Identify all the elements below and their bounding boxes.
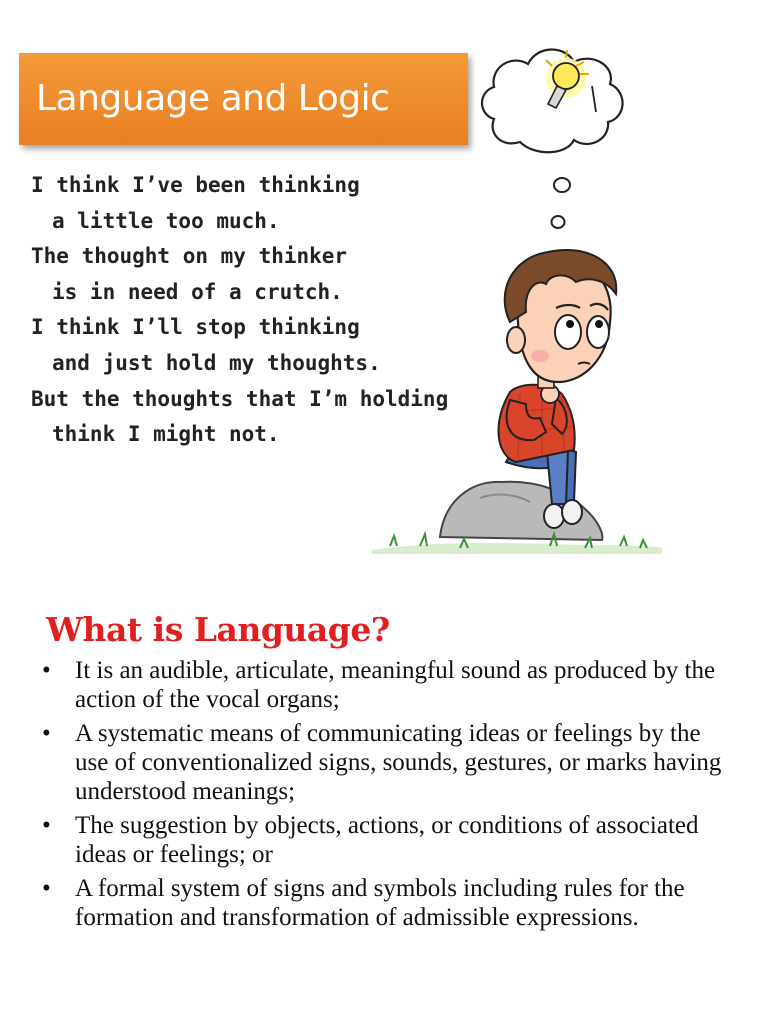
list-item-text: The suggestion by objects, actions, or conditions of associated ideas or feelings; or	[75, 812, 699, 868]
list-item	[40, 719, 740, 806]
list-item-text: A systematic means of communicating ideas or feelings by the use of conventionalized signs, sounds, gestures, or marks having understood meanings;	[75, 720, 722, 805]
bullet-icon: •	[42, 720, 51, 747]
bullet-icon: •	[42, 875, 51, 902]
list-item	[40, 874, 740, 932]
thinking-boy-illustration	[370, 22, 670, 562]
definition-list	[40, 656, 740, 937]
bullet-icon: •	[42, 812, 51, 839]
list-item-text: A formal system of signs and symbols including rules for the formation and transformation of admissible expressions.	[75, 875, 685, 931]
bullet-icon: •	[42, 657, 51, 684]
poem-line: a little too much.	[52, 208, 280, 233]
list-item	[40, 811, 740, 869]
poem-line: is in need of a crutch.	[52, 279, 343, 304]
poem-line: The thought on my thinker	[31, 244, 348, 269]
poem-line: I think I’ll stop thinking	[31, 315, 360, 340]
poem-line: But the thoughts that I’m holding	[31, 386, 449, 411]
poem-line: I think I’ve been thinking	[31, 173, 360, 197]
poem-line: think I might not.	[52, 422, 280, 447]
list-item-text: It is an audible, articulate, meaningful sound as produced by the action of the vocal organs;	[75, 657, 716, 713]
page-title: Language and Logic	[36, 78, 390, 119]
list-item	[40, 656, 740, 714]
poem-line: and just hold my thoughts.	[52, 350, 381, 375]
section-heading: What is Language?	[46, 610, 390, 649]
